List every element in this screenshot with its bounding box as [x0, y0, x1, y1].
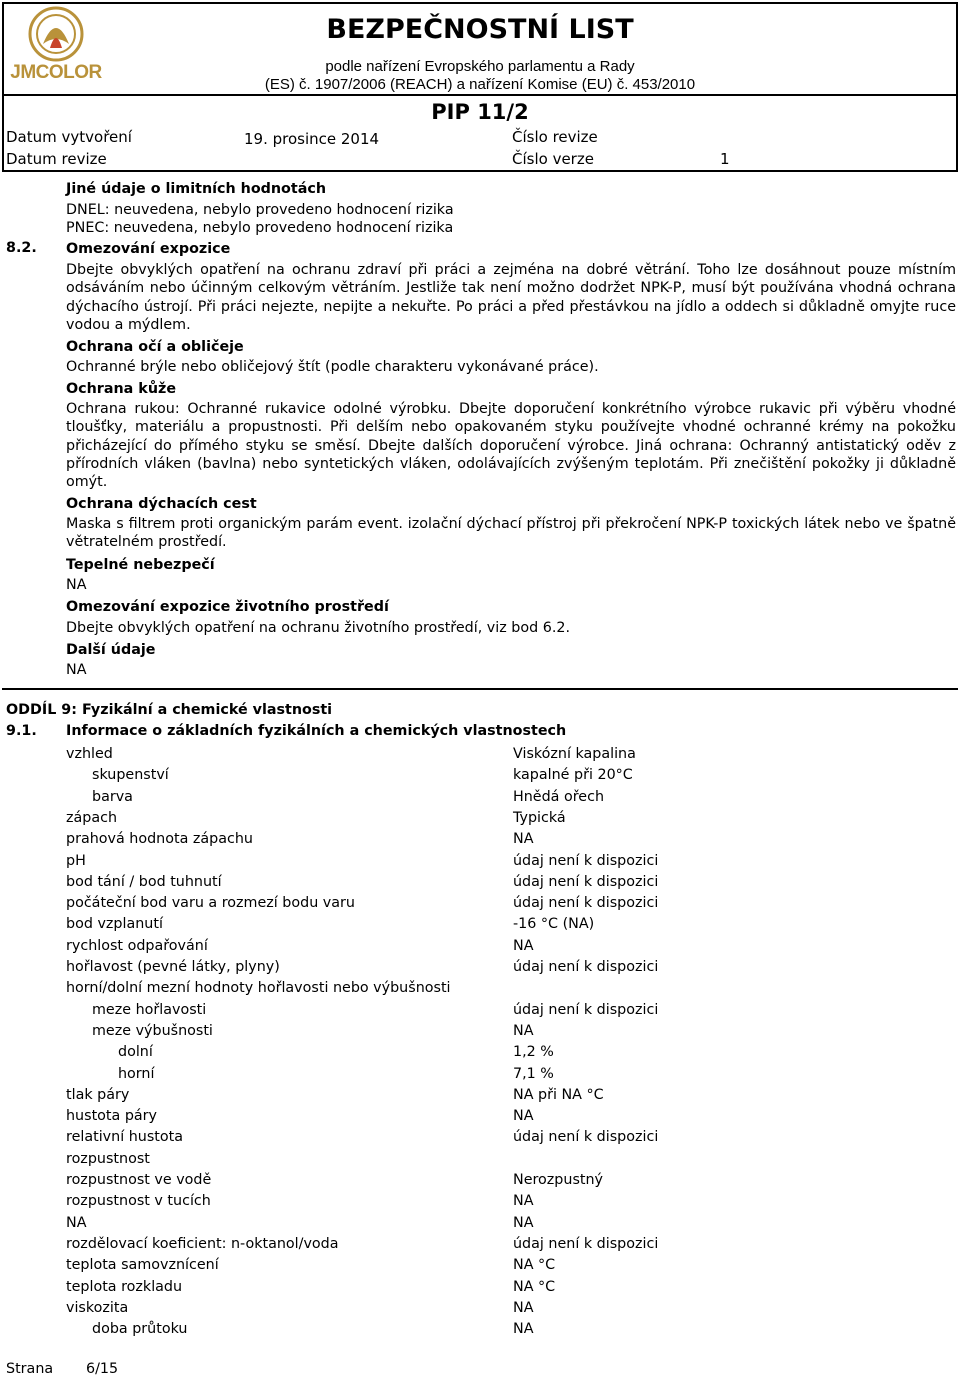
- property-label: viskozita: [66, 1299, 129, 1316]
- section-9-1-title: Informace o základních fyzikálních a chemických vlastnostech: [66, 723, 567, 739]
- property-value: NA: [513, 1022, 534, 1039]
- property-value: NA: [513, 1299, 534, 1316]
- property-row: [0, 808, 960, 828]
- respiratory-text: Maska s filtrem proti organickým parám event. izolační dýchací přístroj při překročení NPK-P toxických látek nebo ve špatně větratelném prostředí.: [66, 516, 956, 551]
- property-row: [0, 744, 960, 764]
- property-value: Hnědá ořech: [513, 788, 605, 805]
- property-value: kapalné při 20°C: [513, 767, 633, 784]
- property-label: rychlost odpařování: [66, 937, 208, 954]
- property-value: NA °C: [513, 1257, 556, 1274]
- property-row: [0, 1298, 960, 1318]
- property-label: bod tání / bod tuhnutí: [66, 873, 222, 890]
- section-number-8-2: 8.2.: [6, 240, 37, 256]
- header-divider: [2, 94, 958, 96]
- regulation-line-1: podle nařízení Evropského parlamentu a Rady: [325, 58, 635, 75]
- property-row: [0, 1127, 960, 1147]
- property-label: teplota rozkladu: [66, 1278, 183, 1295]
- header-bottom-border: [2, 170, 958, 172]
- created-value: 19. prosince 2014: [244, 130, 380, 148]
- regulation-line-2: (ES) č. 1907/2006 (REACH) a nařízení Komise (EU) č. 453/2010: [264, 76, 696, 93]
- property-label: bod vzplanutí: [66, 916, 163, 933]
- header-left-border: [2, 2, 4, 170]
- property-label: meze hořlavosti: [92, 1001, 207, 1018]
- property-row: [0, 829, 960, 849]
- other-info-title: Další údaje: [66, 642, 156, 658]
- property-value: Viskózní kapalina: [513, 746, 636, 762]
- version-label: Číslo verze: [512, 150, 594, 168]
- property-label: rozpustnost v tucích: [66, 1193, 211, 1210]
- property-label: relativní hustota: [66, 1129, 183, 1146]
- property-value: NA: [513, 1214, 534, 1231]
- property-row: [0, 1213, 960, 1233]
- property-label: rozdělovací koeficient: n-oktanol/voda: [66, 1235, 339, 1252]
- section-9-title: ODDÍL 9: Fyzikální a chemické vlastnosti: [6, 702, 333, 718]
- property-value: údaj není k dispozici: [513, 852, 659, 869]
- dnel-text: DNEL: neuvedena, nebylo provedeno hodnocení rizika: [66, 202, 454, 218]
- property-row: [0, 1319, 960, 1339]
- property-value: -16 °C (NA): [513, 916, 595, 933]
- product-name: PIP 11/2: [431, 100, 529, 124]
- property-label: dolní: [118, 1044, 153, 1061]
- property-label: doba průtoku: [92, 1321, 188, 1338]
- thermal-value: NA: [66, 577, 87, 593]
- property-value: NA: [513, 1321, 534, 1338]
- property-value: údaj není k dispozici: [513, 1129, 659, 1146]
- property-row: [0, 978, 960, 998]
- property-value: údaj není k dispozici: [513, 1235, 659, 1252]
- property-row: [0, 1234, 960, 1254]
- property-value: Typická: [513, 809, 566, 826]
- property-label: barva: [92, 788, 133, 805]
- property-label: teplota samovznícení: [66, 1257, 219, 1274]
- property-row: [0, 872, 960, 892]
- section-divider: [2, 688, 958, 690]
- property-value: údaj není k dispozici: [513, 1001, 659, 1018]
- pnec-text: PNEC: neuvedena, nebylo provedeno hodnocení rizika: [66, 220, 454, 236]
- page-label: Strana: [6, 1361, 54, 1377]
- property-value: NA: [513, 1108, 534, 1125]
- property-row: [0, 1000, 960, 1020]
- exposure-text: Dbejte obvyklých opatření na ochranu zdraví při práci a zejména na dobré větrání. Toho lze dosáhnout pouze místním odsáváním nebo účinným celkovým větráním. Jestliže tak není možno dodržet NPK-P, musí být používána vhodná ochrana dýchacího ústrojí. Při práci nejezte, nepijte a nekuřte. Po práci a před přestávkou na jídlo a oddech si důkladně omyjte ruce vodou a mýdlem.: [66, 262, 956, 333]
- property-label: meze výbušnosti: [92, 1022, 213, 1039]
- property-row: [0, 765, 960, 785]
- property-value: NA: [513, 937, 534, 954]
- property-value: údaj není k dispozici: [513, 895, 659, 912]
- logo-text: JMCOLOR: [10, 62, 102, 83]
- property-value: 7,1 %: [513, 1065, 554, 1082]
- property-row: [0, 1021, 960, 1041]
- section-number-9-1: 9.1.: [6, 723, 37, 739]
- property-label: skupenství: [92, 767, 169, 784]
- document-title: BEZPEČNOSTNÍ LIST: [326, 14, 634, 45]
- property-label: rozpustnost ve vodě: [66, 1172, 212, 1188]
- revision-date-label: Datum revize: [6, 150, 107, 168]
- property-value: NA °C: [513, 1278, 556, 1295]
- property-label: počáteční bod varu a rozmezí bodu varu: [66, 895, 355, 912]
- property-label: NA: [66, 1214, 87, 1231]
- other-info-value: NA: [66, 662, 87, 678]
- property-label: horní/dolní mezní hodnoty hořlavosti nebo výbušnosti: [66, 980, 451, 997]
- property-label: vzhled: [66, 746, 113, 762]
- property-row: [0, 957, 960, 977]
- respiratory-title: Ochrana dýchacích cest: [66, 496, 257, 512]
- eyes-text: Ochranné brýle nebo obličejový štít (podle charakteru vykonávané práce).: [66, 359, 599, 375]
- property-value: NA: [513, 1193, 534, 1210]
- header-right-border: [956, 2, 958, 170]
- env-exposure-text: Dbejte obvyklých opatření na ochranu životního prostředí, viz bod 6.2.: [66, 620, 571, 636]
- property-row: [0, 914, 960, 934]
- other-limits-title: Jiné údaje o limitních hodnotách: [66, 181, 327, 197]
- property-row: [0, 1085, 960, 1105]
- property-row: [0, 1255, 960, 1275]
- property-label: tlak páry: [66, 1086, 130, 1103]
- property-row: [0, 1191, 960, 1211]
- property-label: horní: [118, 1065, 155, 1082]
- property-row: [0, 1064, 960, 1084]
- eyes-title: Ochrana očí a obličeje: [66, 339, 244, 355]
- property-value: Nerozpustný: [513, 1172, 604, 1188]
- exposure-title: Omezování expozice: [66, 241, 231, 257]
- revision-no-label: Číslo revize: [512, 128, 598, 146]
- header-top-border: [2, 2, 958, 4]
- property-row: [0, 893, 960, 913]
- property-row: [0, 1170, 960, 1190]
- property-value: NA při NA °C: [513, 1086, 604, 1103]
- property-row: [0, 936, 960, 956]
- page-number: 6/15: [86, 1361, 119, 1377]
- property-label: zápach: [66, 809, 118, 826]
- property-label: rozpustnost: [66, 1150, 150, 1167]
- property-label: pH: [66, 852, 86, 869]
- skin-title: Ochrana kůže: [66, 381, 177, 397]
- property-row: [0, 1277, 960, 1297]
- property-value: údaj není k dispozici: [513, 959, 659, 975]
- created-label: Datum vytvoření: [6, 128, 132, 146]
- env-exposure-title: Omezování expozice životního prostředí: [66, 599, 389, 615]
- property-value: údaj není k dispozici: [513, 873, 659, 890]
- skin-text: Ochrana rukou: Ochranné rukavice odolné výrobku. Dbejte doporučení konkrétního výrobce rukavic při výběru vhodné tloušťky, materiálu a propustnosti. Při delším nebo opakovaném styku používejte vhodné ochranné krémy na pokožku přicházející do přímého styku se směsí. Dbejte dalších doporučení výrobce. Jiná ochrana: Ochranný antistatický oděv z přírodních vláken (bavlna) nebo syntetických vláken, odolávajících zvýšeným teplotám. Při znečištění pokožky ji důkladně omýt.: [66, 401, 956, 491]
- property-row: [0, 1106, 960, 1126]
- property-label: prahová hodnota zápachu: [66, 831, 253, 848]
- property-row: [0, 787, 960, 807]
- company-logo: [6, 4, 106, 90]
- property-value: 1,2 %: [513, 1044, 554, 1061]
- version-value: 1: [720, 150, 730, 168]
- property-row: [0, 1149, 960, 1169]
- property-row: [0, 1042, 960, 1062]
- property-row: [0, 851, 960, 871]
- thermal-title: Tepelné nebezpečí: [66, 557, 215, 573]
- property-label: hořlavost (pevné látky, plyny): [66, 959, 280, 975]
- property-label: hustota páry: [66, 1108, 158, 1125]
- property-value: NA: [513, 831, 534, 848]
